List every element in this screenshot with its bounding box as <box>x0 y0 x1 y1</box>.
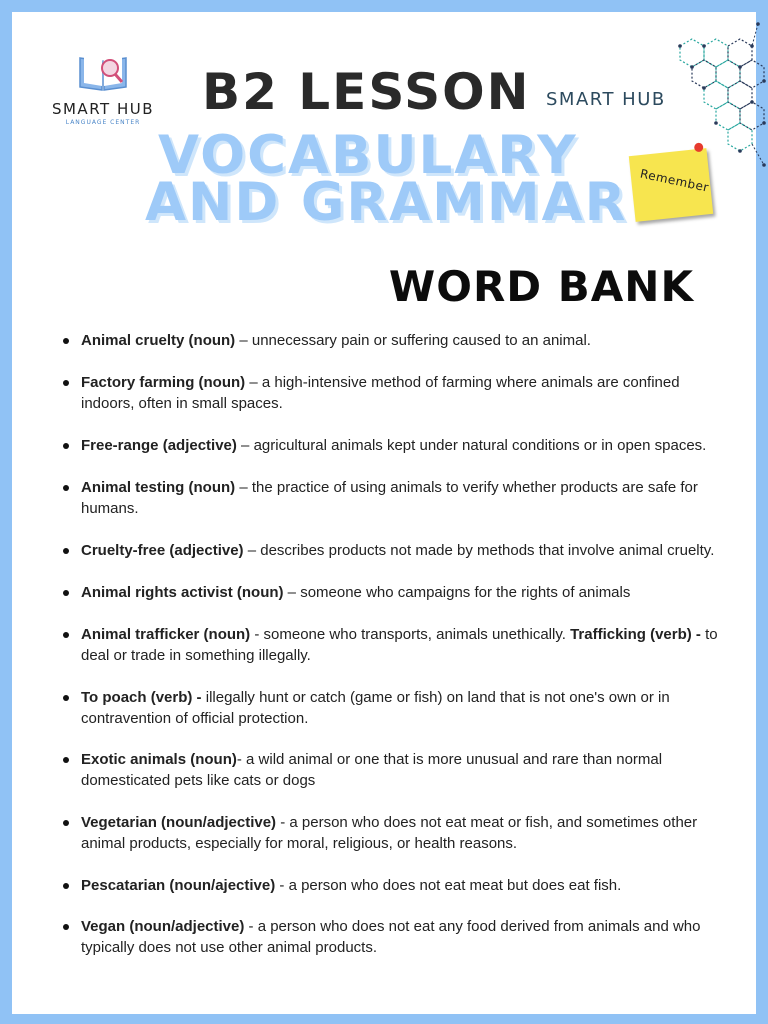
definition: – unnecessary pain or suffering caused to an animal. <box>235 332 591 349</box>
word-bank-list <box>60 330 728 958</box>
bullet-icon <box>63 338 69 344</box>
headline-line-2: AND GRAMMAR <box>145 172 628 233</box>
word-bank-item <box>60 435 728 456</box>
pushpin-icon <box>694 142 704 152</box>
bullet-icon <box>63 443 69 449</box>
term: Animal cruelty (noun) <box>81 332 236 349</box>
term: Pescatarian (noun/ajective) <box>81 877 276 894</box>
sticky-note-text: Remember <box>638 166 711 195</box>
word-bank-item <box>60 330 728 351</box>
definition: – someone who campaigns for the rights of animals <box>283 584 631 601</box>
term: Vegan (noun/adjective) <box>81 918 245 935</box>
bullet-icon <box>63 820 69 826</box>
word-bank-item <box>60 749 728 791</box>
definition: – a high-intensive method of farming where animals are confined indoors, often in small spaces. <box>81 374 680 412</box>
book-magnifier-icon <box>76 50 130 94</box>
term: Animal trafficker (noun) <box>81 626 251 643</box>
term: Animal testing (noun) <box>81 479 236 496</box>
word-bank-item <box>60 372 728 414</box>
word-bank-item <box>60 477 728 519</box>
term: Cruelty-free (adjective) <box>81 542 244 559</box>
definition: - a wild animal or one that is more unusual and rare than normal domesticated pets like cats or dogs <box>81 751 663 789</box>
definition: - a person who does not eat any food derived from animals and who typically does not use other animal products. <box>81 918 701 956</box>
term: Exotic animals (noun) <box>81 751 237 768</box>
word-bank-item <box>60 687 728 729</box>
definition-secondary: to deal or trade in something illegally. <box>81 626 718 664</box>
logo <box>42 50 164 126</box>
sticky-note <box>629 148 713 222</box>
word-bank-item <box>60 916 728 958</box>
term: Factory farming (noun) <box>81 374 246 391</box>
definition: illegally hunt or catch (game or fish) on land that is not one's own or in contravention of official protection. <box>81 689 670 727</box>
bullet-icon <box>63 548 69 554</box>
definition: – agricultural animals kept under natural conditions or in open spaces. <box>236 437 707 454</box>
term-secondary: Trafficking (verb) - <box>570 626 701 643</box>
term: Animal rights activist (noun) <box>81 584 284 601</box>
logo-name: SMART HUB <box>51 100 155 118</box>
word-bank-item <box>60 540 728 561</box>
bullet-icon <box>63 590 69 596</box>
bullet-icon <box>63 380 69 386</box>
term: To poach (verb) - <box>81 689 202 706</box>
bullet-icon <box>63 695 69 701</box>
brand-name: SMART HUB <box>546 89 666 110</box>
word-bank-item <box>60 582 728 603</box>
bullet-icon <box>63 883 69 889</box>
definition: – the practice of using animals to verify whether products are safe for humans. <box>81 479 698 517</box>
bullet-icon <box>63 632 69 638</box>
lesson-title: B2 LESSON <box>202 63 531 121</box>
logo-subtitle: LANGUAGE CENTER <box>65 119 141 126</box>
definition: - a person who does not eat meat but does eat fish. <box>275 877 622 894</box>
word-bank-item <box>60 624 728 666</box>
word-bank-item <box>60 875 728 896</box>
headline-line-1: VOCABULARY <box>158 125 578 186</box>
word-bank-item <box>60 812 728 854</box>
bullet-icon <box>63 924 69 930</box>
term: Vegetarian (noun/adjective) <box>81 814 277 831</box>
term: Free-range (adjective) <box>81 437 237 454</box>
definition: – describes products not made by methods that involve animal cruelty. <box>243 542 715 559</box>
bullet-icon <box>63 485 69 491</box>
definition: - someone who transports, animals unethically. <box>250 626 571 643</box>
definition: - a person who does not eat meat or fish, and sometimes other animal products, especially for moral, religious, or health reasons. <box>81 814 698 852</box>
section-title: WORD BANK <box>388 262 694 311</box>
bullet-icon <box>63 757 69 763</box>
